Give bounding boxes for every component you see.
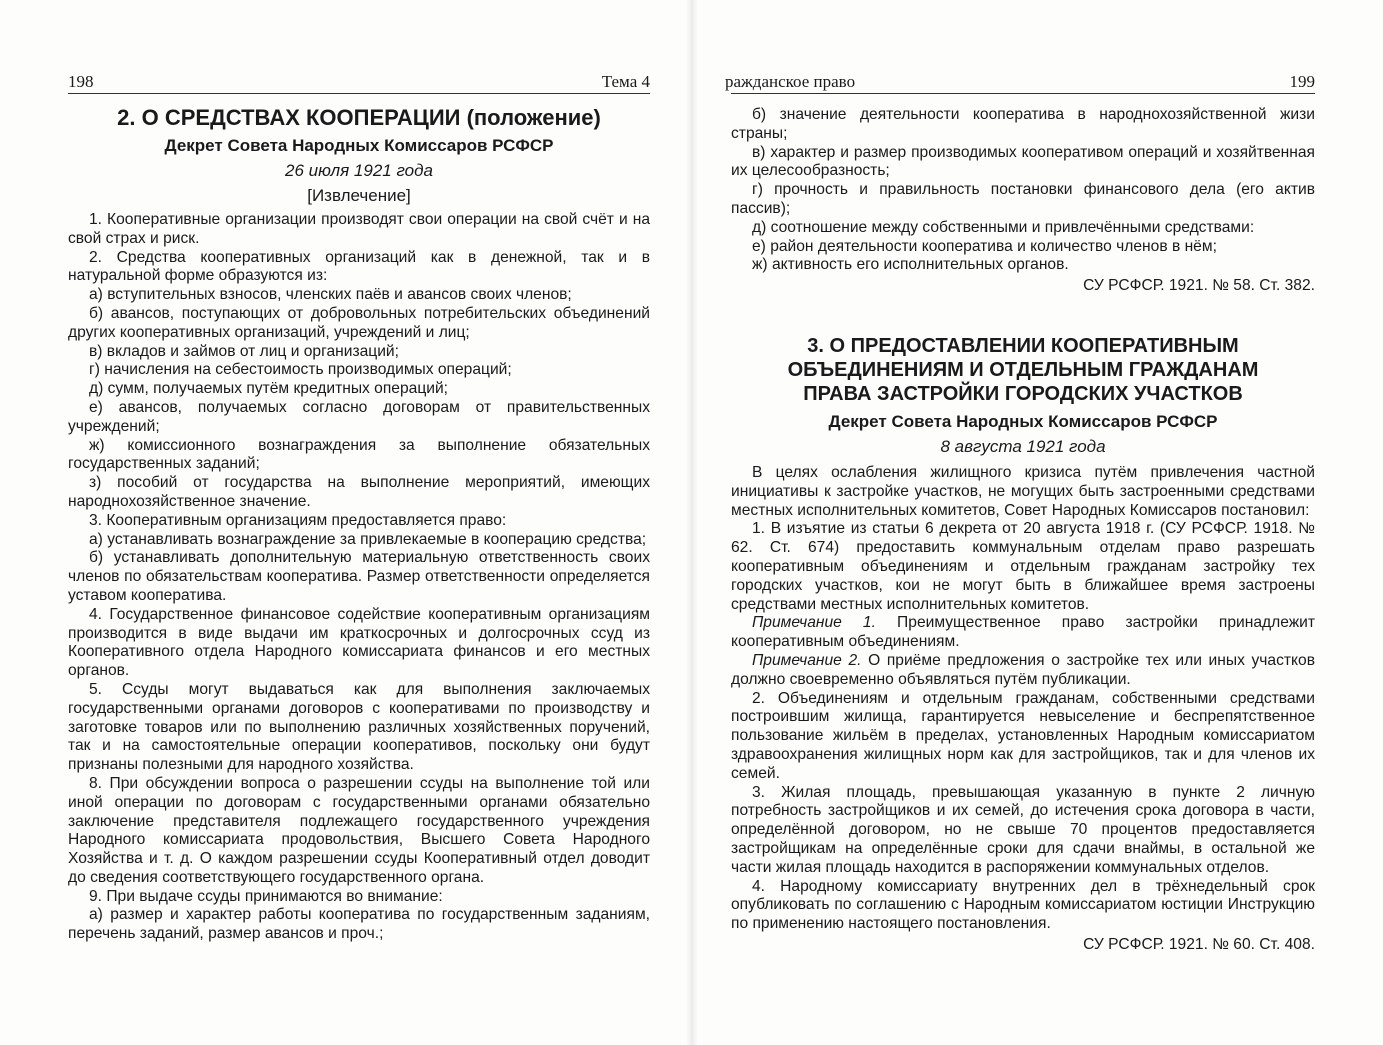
section-2-date: 26 июля 1921 года xyxy=(285,161,433,180)
paragraph-2: 1. В изъятие из статьи 6 декрета от 20 августа 1918 г. (СУ РСФСР. 1918. № 62. Ст. 674) предоставить коммунальным отделам право разрешать кооперативным объединениям и отдельным гражданам застройку тех городских участков, кои не могут быть в ближайшее время застроены средствами местных исполнительных комитетов. xyxy=(731,520,1315,613)
section-2-note: [Извлечение] xyxy=(307,186,411,205)
paragraph-10: з) пособий от государства на выполнение мероприятий, имеющих народнохозяйственное значение. xyxy=(68,474,650,510)
section-3-subtitle: Декрет Совета Народных Комиссаров РСФСР xyxy=(828,411,1218,431)
paragraph-clause-1: 2. Объединениям и отдельным гражданам, собственными средствами построившим жилища, гарантируется невыселение и беспрепятственное пользование жильём в пределах, установленных Народным комиссариатом здравоохранения жилищных норм как для застройщиков, так и для членов их семей. xyxy=(731,689,1315,782)
paragraph-1: 1. Кооперативные организации производят свои операции на свой счёт и на свой страх и риск. xyxy=(68,211,650,247)
note-1 xyxy=(731,614,1315,652)
section-3-title-line-2: ОБЪЕДИНЕНИЯМ И ОТДЕЛЬНЫМ ГРАЖДАНАМ xyxy=(787,358,1259,381)
left-running-title: Тема 4 xyxy=(601,72,650,91)
right-page-number: 199 xyxy=(1289,72,1315,91)
paragraph-16: 8. При обсуждении вопроса о разрешении ссуды на выполнение той или иной операции по договорам с государственными органами обязательно заключение представителя подлежащего государственного учреждения Народного комиссариата продовольствия, Высшего Совета Народного Хозяйства и т. д. О каждом разрешении ссуды Кооперативный отдел доводит до сведения соответствующего государственного органа. xyxy=(68,774,650,886)
left-page xyxy=(0,0,691,1045)
paragraph-4: б) авансов, поступающих от добровольных потребительских объединений других кооперативных организаций, учреждений и лиц; xyxy=(68,304,650,341)
left-page-number: 198 xyxy=(68,72,94,91)
continuation-item-3: г) прочность и правильность постановки финансового дела (его актив пассив); xyxy=(731,181,1315,217)
section-2-subtitle: Декрет Совета Народных Комиссаров РСФСР xyxy=(164,136,554,155)
note-2-label: Примечание 2. xyxy=(752,651,862,669)
section-3-title-line-1: 3. О ПРЕДОСТАВЛЕНИИ КООПЕРАТИВНЫМ xyxy=(807,334,1239,357)
note-2-text: О приёме предложения о застройке тех или иных участков должно своевременно объявляться путём публикации. xyxy=(731,651,1315,688)
left-text-column xyxy=(68,106,650,944)
section-3-title-line-3: ПРАВА ЗАСТРОЙКИ ГОРОДСКИХ УЧАСТКОВ xyxy=(803,382,1243,405)
section-3-date: 8 августа 1921 года xyxy=(940,436,1106,456)
paragraph-7: д) сумм, получаемых путём кредитных операций; xyxy=(89,380,448,398)
section-2-body xyxy=(68,211,650,944)
paragraph-5: в) вкладов и займов от лиц и организаций; xyxy=(89,342,399,360)
continuation-item-5: е) район деятельности кооператива и количество членов в нём; xyxy=(752,237,1217,255)
section-3-body xyxy=(731,464,1315,614)
right-text-column xyxy=(731,106,1315,955)
right-running-head xyxy=(725,72,1315,94)
source-citation-2: СУ РСФСР. 1921. № 60. Ст. 408. xyxy=(1083,935,1315,953)
paragraph-18: а) размер и характер работы кооператива по государственным заданиям, перечень заданий, размер авансов и проч.; xyxy=(68,906,650,943)
paragraph-3: а) вступительных взносов, членских паёв и авансов своих членов; xyxy=(89,286,572,304)
note-1-text: Преимущественное право застройки принадлежит кооперативным объединениям. xyxy=(731,614,1315,651)
paragraph-15: 5. Ссуды могут выдаваться как для выполнения заключаемых государственными органами договоров с кооперативами по производству и заготовке товаров или по выполнению различных хозяйственных поручений, так и на самостоятельные операции кооперативов, поскольку они будут признаны полезными для народного хозяйства. xyxy=(68,680,650,774)
right-page xyxy=(691,0,1383,1045)
paragraph-11: 3. Кооперативным организациям предоставляется право: xyxy=(89,511,507,529)
paragraph-14: 4. Государственное финансовое содействие кооперативным организациям производится в виде выдачи им краткосрочных и долгосрочных ссуд из Кооперативного отдела Народного комиссариата финансов и его местных органов. xyxy=(68,605,650,680)
paragraph-13: б) устанавливать дополнительную материальную ответственность своих членов по обязательствам кооператива. Размер ответственности определяется уставом кооператива. xyxy=(68,549,650,604)
paragraph-8: е) авансов, получаемых согласно договорам от правительственных учреждений; xyxy=(68,398,650,435)
paragraph-6: г) начисления на себестоимость производимых операций; xyxy=(89,361,512,379)
section-3-heading xyxy=(731,334,1315,458)
paragraph-2: 2. Средства кооперативных организаций как в денежной, так и в натуральной форме образуются из: xyxy=(68,248,650,285)
paragraph-17: 9. При выдаче ссуды принимаются во внимание: xyxy=(89,887,443,905)
paragraph-clause-2: 3. Жилая площадь, превышающая указанную в пункте 2 личную потребность застройщиков и их семей, до истечения срока договора в части, определённой договором, но не свыше 70 процентов предоставляется застройщикам на определённые сроки для сдачи внаймы, в остальной же части жилая площадь находится в распоряжении коммунальных отделов. xyxy=(731,783,1315,876)
section-2-title: 2. О СРЕДСТВАХ КООПЕРАЦИИ (положение) xyxy=(117,105,601,130)
section-2-continuation xyxy=(731,106,1315,275)
continuation-item-1: б) значение деятельности кооператива в народнохозяйственной жизи страны; xyxy=(731,106,1315,142)
continuation-item-2: в) характер и размер производимых кооперативом операций и хозяйтвенная их целесообразность; xyxy=(731,143,1315,180)
left-running-head xyxy=(68,72,650,94)
paragraph-12: а) устанавливать вознаграждение за привлекаемые в кооперацию средства; xyxy=(89,530,647,548)
paragraph-1: В целях ослабления жилищного кризиса путём привлечения частной инициативы к застройке участков, не могущих быть застроенными средствами местных исполнительных комитетов, Совет Народных Комиссаров постановил: xyxy=(731,463,1315,519)
continuation-item-6: ж) активность его исполнительных органов. xyxy=(752,256,1069,274)
source-citation-1: СУ РСФСР. 1921. № 58. Ст. 382. xyxy=(1083,277,1315,295)
section-3-body-2 xyxy=(731,690,1315,934)
note-2 xyxy=(731,652,1315,690)
right-running-title: ражданское право xyxy=(725,72,856,91)
continuation-item-4: д) соотношение между собственными и привлечёнными средствами: xyxy=(752,218,1255,236)
paragraph-9: ж) комиссионного вознаграждения за выполнение обязательных государственных заданий; xyxy=(68,436,650,473)
paragraph-clause-3: 4. Народному комиссариату внутренних дел в трёхнедельный срок опубликовать по соглашению с Народным комиссариатом юстиции Инструкцию по применению настоящего постановления. xyxy=(731,877,1315,933)
note-1-label: Примечание 1. xyxy=(752,614,876,632)
